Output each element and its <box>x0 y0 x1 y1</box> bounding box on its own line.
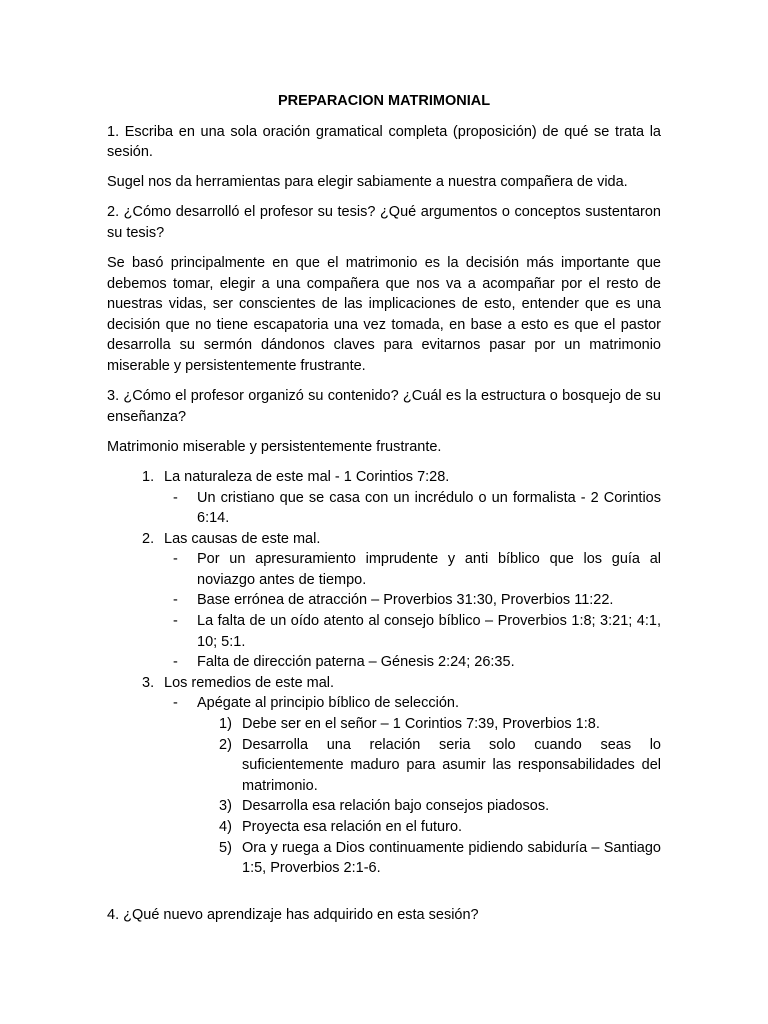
outline-list <box>142 467 661 879</box>
outline-subitem-text: Falta de dirección paterna – Génesis 2:24; 26:35. <box>197 654 515 671</box>
outline-sublist <box>173 693 661 878</box>
outline-subitem-text: Apégate al principio bíblico de selección. <box>197 695 459 712</box>
outline-subitem <box>173 549 661 590</box>
outline-subitem-text: Por un apresuramiento imprudente y anti bíblico que los guía al noviazgo antes de tiempo. <box>197 551 661 588</box>
outline-number: 1. <box>142 468 155 485</box>
outline-item <box>142 467 661 529</box>
dash-bullet: - <box>173 654 178 671</box>
outline-subitem-text: La falta de un oído atento al consejo bíblico – Proverbios 1:8; 3:21; 4:1, 10; 5:1. <box>197 613 661 650</box>
outline-sublist <box>173 488 661 529</box>
outline-item <box>142 529 661 673</box>
remedy-text: Desarrolla una relación seria solo cuando seas lo suficientemente maduro para asumir las responsabilidades del matrimonio. <box>242 736 661 794</box>
dash-bullet: - <box>173 489 178 506</box>
outline-sublist <box>173 549 661 673</box>
remedy-number: 5) <box>219 839 232 856</box>
outline-subitem <box>173 488 661 529</box>
remedy-number: 3) <box>219 798 232 815</box>
remedy-text: Ora y ruega a Dios continuamente pidiendo sabiduría – Santiago 1:5, Proverbios 2:1-6. <box>242 839 661 877</box>
remedy-number: 4) <box>219 819 232 835</box>
remedy-item <box>219 817 661 838</box>
outline-text: Los remedios de este mal. <box>164 674 335 691</box>
outline-subitem <box>173 611 661 652</box>
answer-1: Sugel nos da herramientas para elegir sabiamente a nuestra compañera de vida. <box>107 174 628 191</box>
outline-number: 2. <box>142 530 155 547</box>
outline-number: 3. <box>142 674 155 691</box>
question-3: 3. ¿Cómo el profesor organizó su contenido? ¿Cuál es la estructura o bosquejo de su enseñanza? <box>107 388 661 425</box>
outline-subitem-text: Base errónea de atracción – Proverbios 31:30, Proverbios 11:22. <box>197 592 614 609</box>
remedies-list <box>219 714 661 879</box>
outline-subitem <box>173 693 661 878</box>
remedy-text: Desarrolla esa relación bajo consejos piadosos. <box>242 798 550 815</box>
document-title: PREPARACION MATRIMONIAL <box>277 93 491 109</box>
spacer <box>107 879 661 905</box>
remedy-item <box>219 735 661 797</box>
question-2: 2. ¿Cómo desarrolló el profesor su tesis? ¿Qué argumentos o conceptos sustentaron su tesis? <box>107 204 661 241</box>
document-body <box>107 91 661 935</box>
outline-item <box>142 673 661 879</box>
answer-3-intro: Matrimonio miserable y persistentemente frustrante. <box>107 438 442 455</box>
remedy-text: Proyecta esa relación en el futuro. <box>242 819 463 835</box>
dash-bullet: - <box>173 695 178 712</box>
remedy-item <box>219 714 661 735</box>
dash-bullet: - <box>173 592 178 609</box>
dash-bullet: - <box>173 613 178 630</box>
outline-text: La naturaleza de este mal - 1 Corintios 7:28. <box>164 468 450 485</box>
outline-subitem <box>173 652 661 673</box>
remedy-number: 1) <box>219 716 232 733</box>
outline-text: Las causas de este mal. <box>164 530 321 547</box>
dash-bullet: - <box>173 551 178 568</box>
outline-subitem <box>173 590 661 611</box>
question-1: 1. Escriba en una sola oración gramatical completa (proposición) de qué se trata la sesión. <box>107 123 661 161</box>
remedy-item <box>219 838 661 879</box>
remedy-item <box>219 796 661 817</box>
remedy-number: 2) <box>219 736 232 753</box>
outline-subitem-text: Un cristiano que se casa con un incrédulo o un formalista - 2 Corintios 6:14. <box>197 489 661 527</box>
question-4: 4. ¿Qué nuevo aprendizaje has adquirido en esta sesión? <box>107 906 479 923</box>
answer-2: Se basó principalmente en que el matrimonio es la decisión más importante que debemos tomar, elegir a una compañera que nos va a acompañar por el resto de nuestras vidas, ser conscientes de las implicaciones de esto, entender que es una decisión que no tiene escapatoria una vez tomada, en base a esto es que el pastor desarrolla su sermón dándonos claves para evitarnos pasar por un matrimonio miserable y persistentemente frustrante. <box>107 255 661 375</box>
remedy-text: Debe ser en el señor – 1 Corintios 7:39, Proverbios 1:8. <box>242 716 600 733</box>
